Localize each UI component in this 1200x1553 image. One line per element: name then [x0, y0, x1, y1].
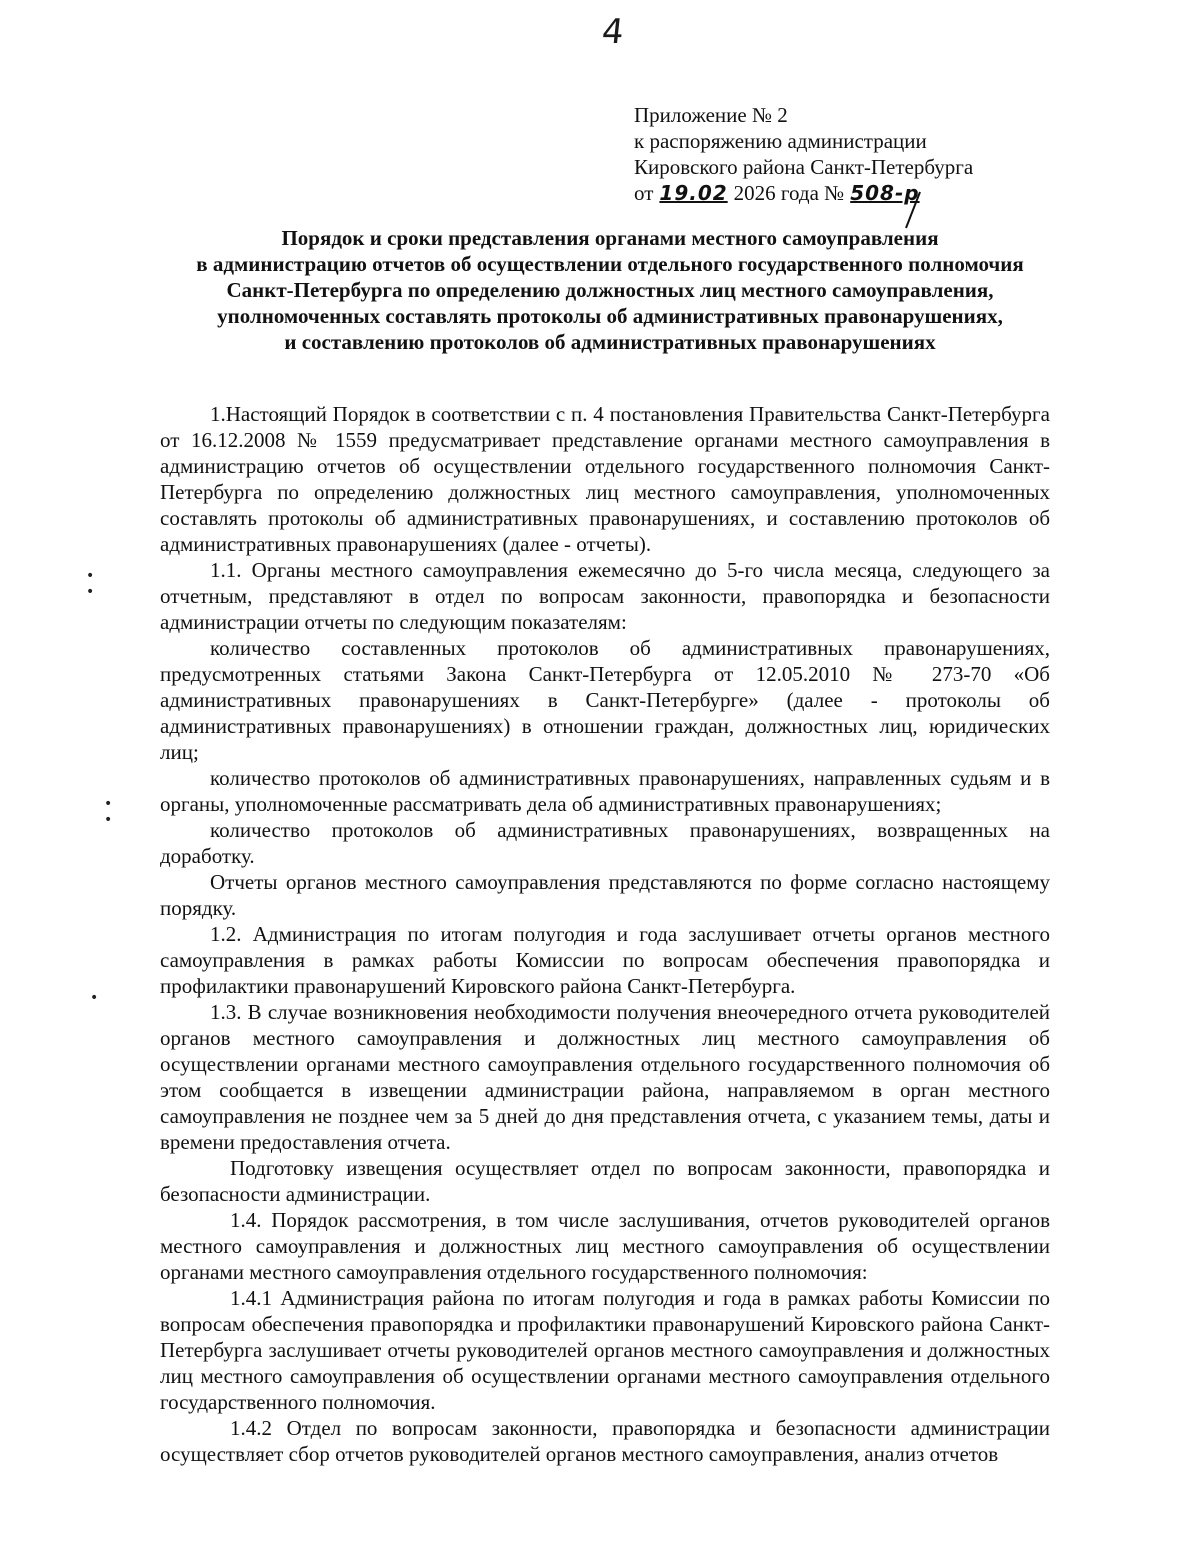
appendix-header — [634, 102, 1054, 206]
appendix-line: Приложение № 2 — [634, 103, 788, 127]
appendix-line: Кировского района Санкт-Петербурга — [634, 155, 974, 179]
paragraph: 1.Настоящий Порядок в соответствии с п. 4 постановления Правительства Санкт-Петербурга от 16.12.2008 № 1559 предусматривает представление органами местного самоуправления в администрацию отчетов об осуществлении отдельного государственного полномочия Санкт-Петербурга по определению должностных лиц местного самоуправления, уполномоченных составлять протоколы об административных правонарушениях, и составлению протоколов об административных правонарушениях (далее - отчеты). — [160, 402, 1050, 556]
scan-mark: • — [90, 990, 99, 1006]
handwritten-stroke — [900, 190, 924, 230]
handwritten-date: 19.02 — [659, 181, 728, 205]
appendix-date-line — [634, 180, 1054, 206]
document-title — [140, 225, 1080, 355]
page-number: 4 — [599, 12, 627, 52]
paragraph: Отчеты органов местного самоуправления представляются по форме согласно настоящему порядку. — [160, 870, 1050, 920]
paragraph: 1.1. Органы местного самоуправления ежемесячно до 5-го числа месяца, следующего за отчетным, представляют в отдел по вопросам законности, правопорядка и безопасности администрации отчеты по следующим показателям: — [160, 558, 1050, 634]
document-body — [160, 401, 1050, 1467]
paragraph: Подготовку извещения осуществляет отдел по вопросам законности, правопорядка и безопасности администрации. — [160, 1156, 1050, 1206]
appendix-line: к распоряжению администрации — [634, 129, 927, 153]
paragraph: количество составленных протоколов об административных правонарушениях, предусмотренных статьями Закона Санкт-Петербурга от 12.05.2010 № 273-70 «Об административных правонарушениях в Санкт-Петербурге» (далее - протоколы об административных правонарушениях) в отношении граждан, должностных лиц, юридических лиц; — [160, 636, 1050, 764]
paragraph: 1.4. Порядок рассмотрения, в том числе заслушивания, отчетов руководителей органов местного самоуправления и должностных лиц местного самоуправления об осуществлении органами местного самоуправления отдельного государственного полномочия: — [160, 1208, 1050, 1284]
paragraph: 1.2. Администрация по итогам полугодия и года заслушивает отчеты органов местного самоуправления в рамках работы Комиссии по вопросам обеспечения правопорядка и профилактики правонарушений Кировского района Санкт-Петербурга. — [160, 922, 1050, 998]
scan-mark: • • — [104, 796, 113, 828]
paragraph: 1.4.1 Администрация района по итогам полугодия и года в рамках работы Комиссии по вопросам обеспечения правопорядка и профилактики правонарушений Кировского района Санкт-Петербурга заслушивает отчеты руководителей органов местного самоуправления и должностных лиц местного самоуправления об осуществлении органами местного самоуправления отдельного государственного полномочия. — [160, 1286, 1050, 1414]
date-prefix: от — [634, 181, 654, 205]
title-line: Санкт-Петербурга по определению должностных лиц местного самоуправления, — [226, 278, 994, 302]
title-line: Порядок и сроки представления органами местного самоуправления — [281, 226, 939, 250]
paragraph: 1.4.2 Отдел по вопросам законности, правопорядка и безопасности администрации осуществляет сбор отчетов руководителей органов местного самоуправления, анализ отчетов — [160, 1416, 1050, 1466]
title-line: уполномоченных составлять протоколы об административных правонарушениях, — [217, 304, 1003, 328]
title-line: и составлению протоколов об административных правонарушениях — [284, 330, 936, 354]
title-line: в администрацию отчетов об осуществлении отдельного государственного полномочия — [196, 252, 1024, 276]
paragraph: количество протоколов об административных правонарушениях, возвращенных на доработку. — [160, 818, 1050, 868]
paragraph: 1.3. В случае возникновения необходимости получения внеочередного отчета руководителей органов местного самоуправления и должностных лиц местного самоуправления об осуществлении органами местного самоуправления отдельного государственного полномочия об этом сообщается в извещении администрации района, направляемом в орган местного самоуправления не позднее чем за 5 дней до дня представления отчета, с указанием темы, даты и времени предоставления отчета. — [160, 1000, 1050, 1154]
date-year: 2026 года № — [733, 181, 845, 205]
handwritten-number: 508-р — [850, 181, 920, 205]
scan-mark: • • — [86, 568, 95, 600]
paragraph: количество протоколов об административных правонарушениях, направленных судьям и в органы, уполномоченные рассматривать дела об административных правонарушениях; — [160, 766, 1050, 816]
